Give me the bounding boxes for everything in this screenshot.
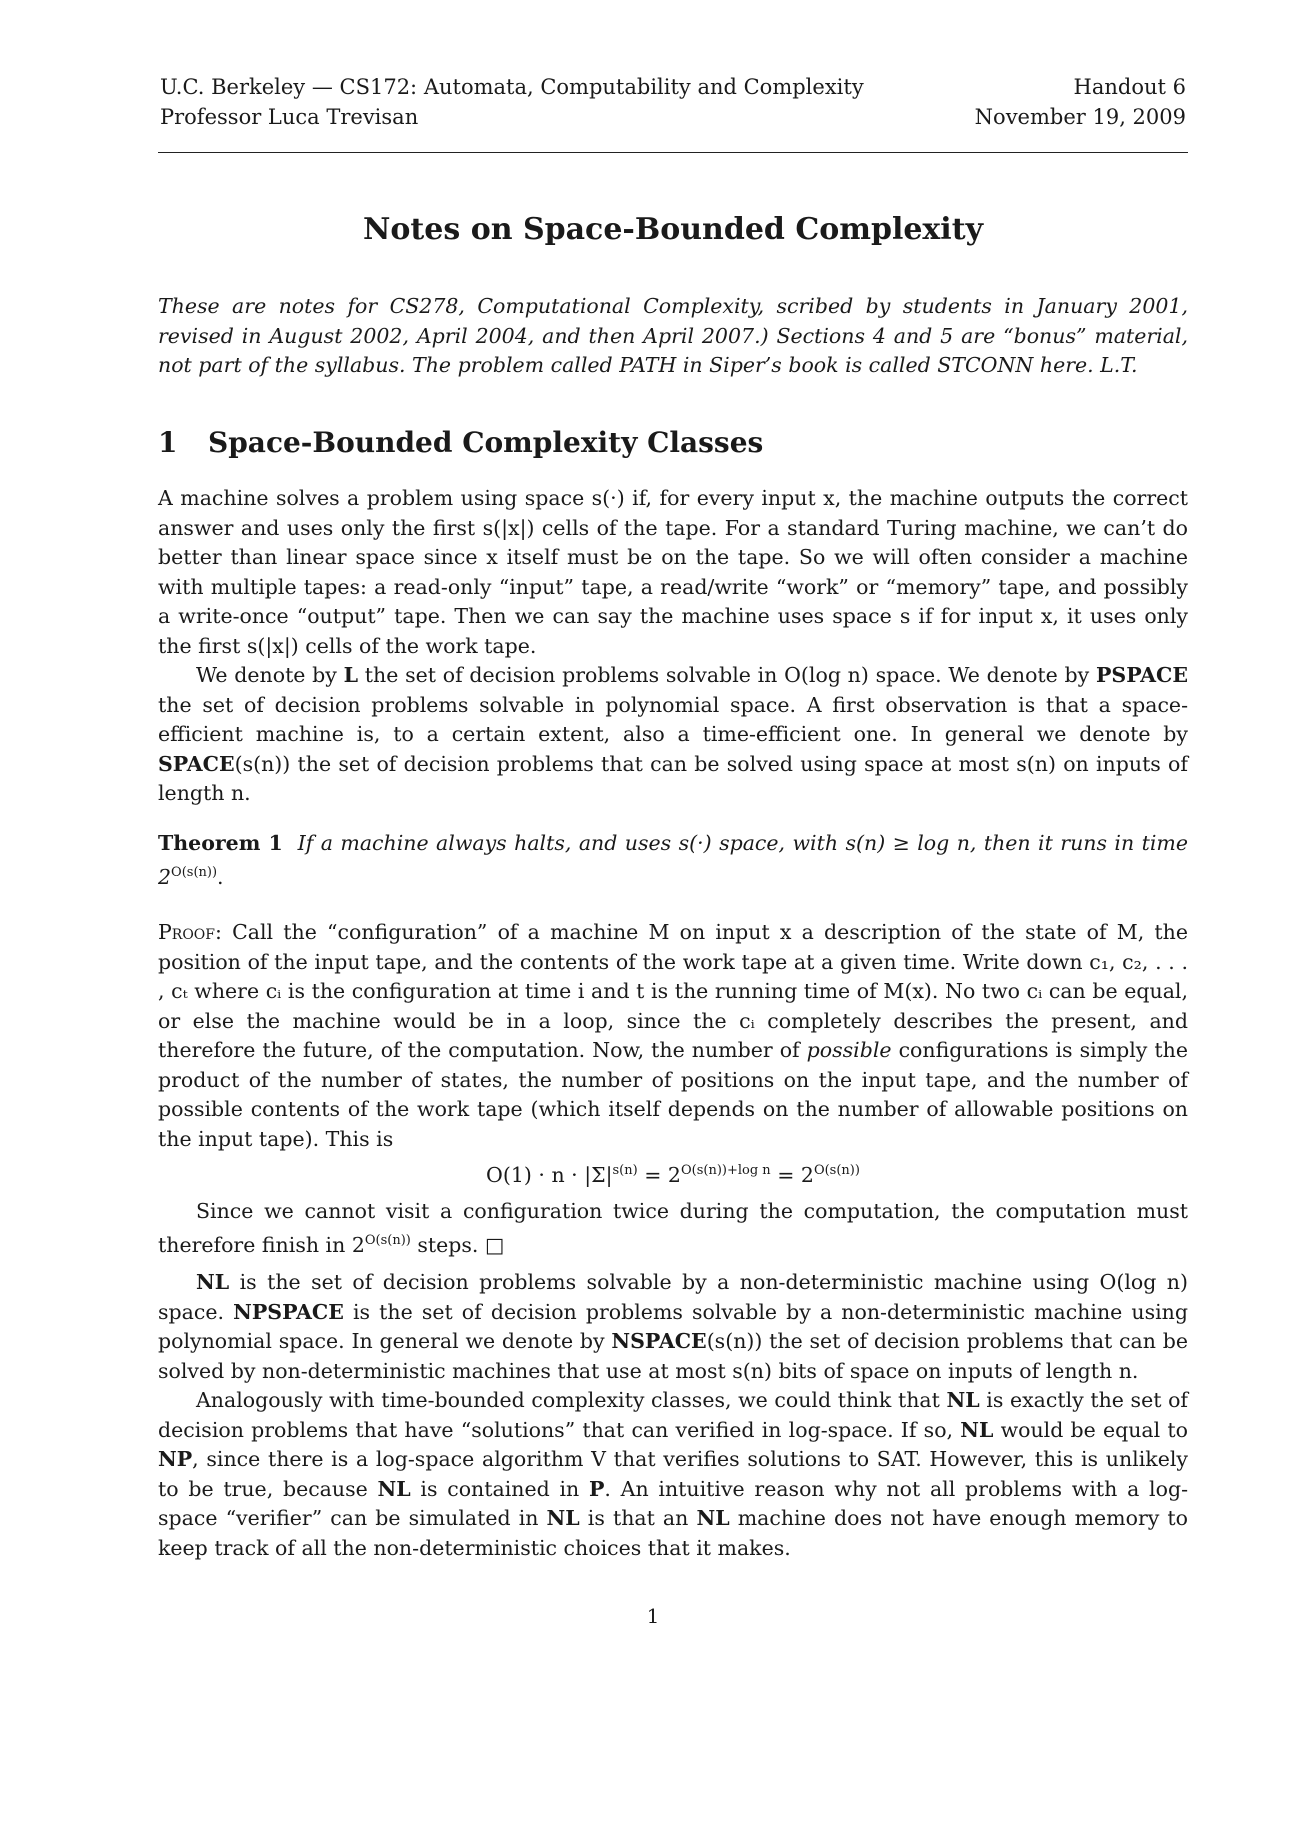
paragraph-4: NL is the set of decision problems solvable by a non-deterministic machine using O(log n) space. NPSPACE is the set of decision problems solvable by a non-deterministic machine using polynomial space. In general we denote by NSPACE(s(n)) the set of decision problems that can be solved by non-deterministic machines that use at most s(n) bits of space on inputs of length n. xyxy=(158,1270,1188,1383)
proof: Proof: Call the “configuration” of a machine M on input x a description of the state of M, the position of the input tape, and the contents of the work tape at a given time. Write down c₁, c₂, . . . , cₜ where cᵢ is the configuration at time i and t is the running time of M(x). No two cᵢ can be equal, or else the machine would be in a loop, since the cᵢ completely describes the present, and therefore the future, of the computation. Now, the number of possible configurations is simply the product of the number of states, the number of positions on the input tape, and the number of possible contents of the work tape (which itself depends on the number of allowable positions on the input tape). This is xyxy=(158,920,1188,1151)
abstract: These are notes for CS278, Computational Complexity, scribed by students in January 2001, revised in August 2002, April 2004, and then April 2007.) Sections 4 and 5 are “bonus” material, not part of the syllabus. The problem called PATH in Siper’s book is called STCONN here. L.T. xyxy=(158,294,1188,377)
handout-date: November 19, 2009 xyxy=(974,105,1186,129)
paragraph-5: Analogously with time-bounded complexity classes, we could think that NL is exactly the set of decision problems that have “solutions” that can verified in log-space. If so, NL would be equal to NP, since there is a log-space algorithm V that verifies solutions to SAT. However, this is unlikely to be true, because NL is contained in P. An intuitive reason why not all problems with a log-space “verifier” can be simulated in NL is that an NL machine does not have enough memory to keep track of all the non-deterministic choices that it makes. xyxy=(158,1388,1188,1560)
proof-label: Proof: xyxy=(158,920,222,945)
paragraph-2: We denote by L the set of decision problems solvable in O(log n) space. We denote by PSPACE the set of decision problems solvable in polynomial space. A first observation is that a space-efficient machine is, to a certain extent, also a time-efficient one. In general we denote by SPACE(s(n)) the set of decision problems that can be solved using space at most s(n) on inputs of length n. xyxy=(158,663,1188,805)
paragraph-3: Since we cannot visit a configuration twice during the computation, the computation must therefore finish in $2^{O(s(n))}$ steps. □ xyxy=(158,1198,1188,1257)
course-line: U.C. Berkeley — CS172: Automata, Computability and Complexity xyxy=(160,75,864,99)
section-body xyxy=(158,484,1188,1563)
section-heading xyxy=(158,426,763,459)
theorem-label: Theorem 1 xyxy=(158,830,283,855)
professor-line: Professor Luca Trevisan xyxy=(160,105,419,129)
document-title: Notes on Space-Bounded Complexity xyxy=(363,212,983,247)
theorem-1: Theorem 1 If a machine always halts, and uses s(·) space, with s(n) ≥ log n, then it runs in time $2^{O(s(n))}$. xyxy=(158,830,1188,889)
page-number: 1 xyxy=(646,1604,660,1628)
equation: $O(1) \cdot n \cdot |\Sigma|^{s(n)} = 2^{O(s(n))+log n} = 2^{O(s(n))}$ xyxy=(486,1163,860,1188)
header-rule xyxy=(158,152,1188,153)
section-title: Space-Bounded Complexity Classes xyxy=(208,426,764,459)
section-number: 1 xyxy=(158,426,178,459)
handout-number: Handout 6 xyxy=(1073,75,1186,99)
paragraph-1: A machine solves a problem using space s(·) if, for every input x, the machine outputs the correct answer and uses only the first s(|x|) cells of the tape. For a standard Turing machine, we can’t do better than linear space since x itself must be on the tape. So we will often consider a machine with multiple tapes: a read-only “input” tape, a read/write “work” or “memory” tape, and possibly a write-once “output” tape. Then we can say the machine uses space s if for input x, it uses only the first s(|x|) cells of the work tape. xyxy=(158,486,1188,658)
page-header xyxy=(160,72,1186,132)
